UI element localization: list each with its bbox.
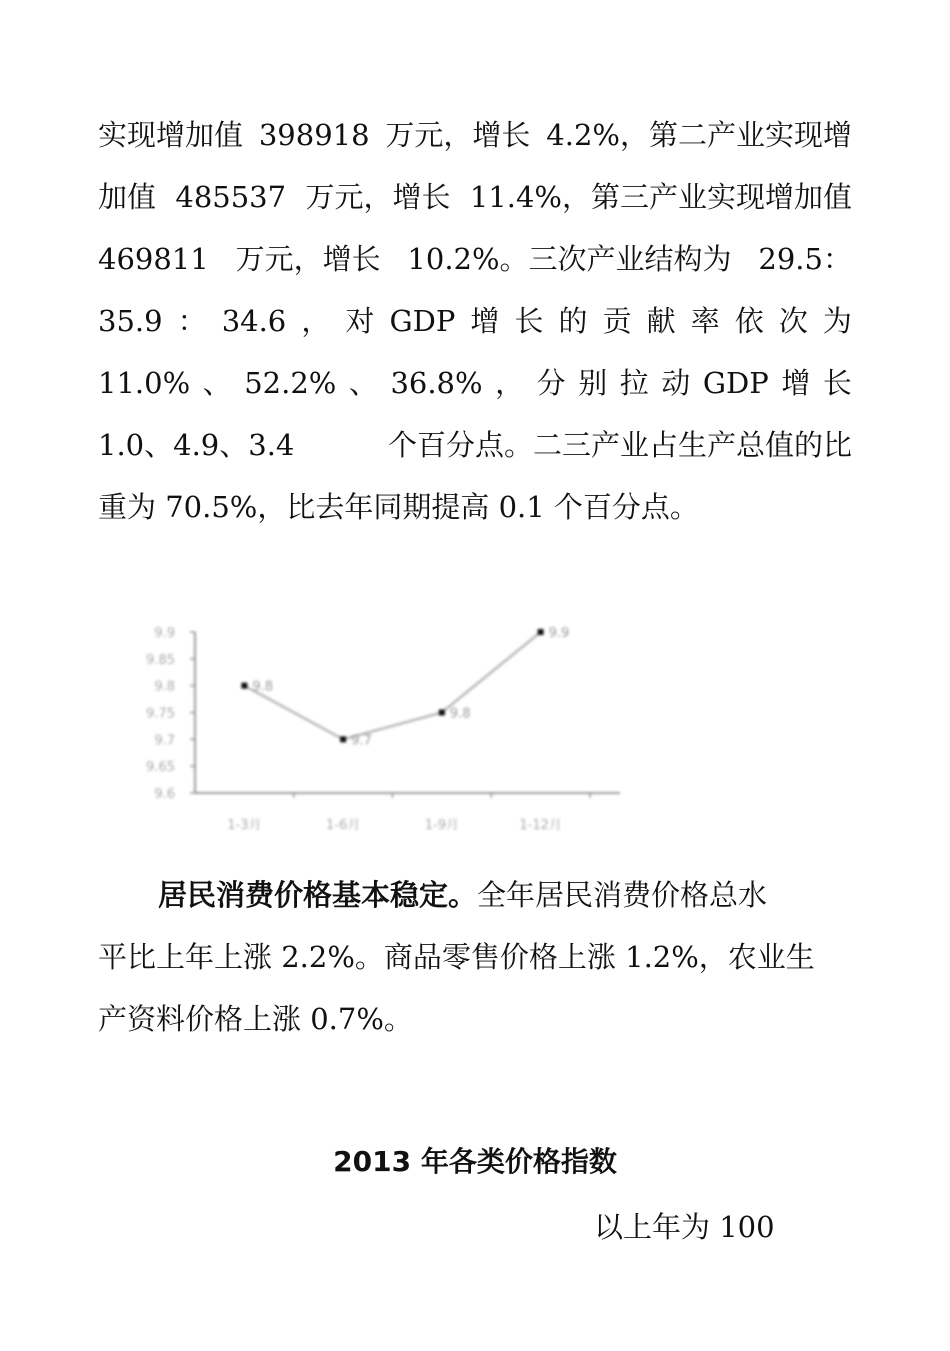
text-line: 平比上年上涨 2.2%。商品零售价格上涨 1.2%，农业生	[98, 940, 815, 974]
data-label: 9.7	[351, 733, 372, 749]
series-line	[244, 632, 540, 739]
data-label: 9.8	[252, 679, 274, 695]
data-point	[538, 629, 544, 635]
x-tick-label: 1-6月	[326, 818, 361, 833]
data-point	[340, 736, 346, 742]
text-line: 11.0% 、 52.2% 、 36.8% ， 分 别 拉 动 GDP 增 长	[98, 366, 852, 400]
body-paragraph-gdp	[98, 104, 852, 538]
y-tick-label: 9.7	[154, 733, 175, 749]
x-tick-label: 1-9月	[424, 818, 459, 833]
text-line: 35.9 ： 34.6 ， 对 GDP 增 长 的 贡 献 率 依 次 为	[98, 304, 852, 338]
text-line: 1.0、4.9、3.4 个百分点。二三产业占生产总值的比	[98, 428, 852, 462]
x-tick-label: 1-3月	[227, 818, 262, 833]
data-point	[439, 710, 445, 716]
line-chart	[130, 560, 630, 850]
lead-sentence: 居民消费价格基本稳定。	[158, 878, 478, 912]
body-paragraph-prices	[98, 864, 852, 1050]
lead-rest: 全年居民消费价格总水	[477, 878, 768, 912]
x-tick-label: 1-12月	[519, 818, 562, 833]
data-label: 9.8	[449, 706, 471, 722]
data-point	[241, 683, 247, 689]
y-tick-label: 9.9	[154, 626, 175, 641]
data-label: 9.9	[548, 626, 570, 641]
text-line: 产资料价格上涨 0.7%。	[98, 1002, 413, 1036]
y-tick-label: 9.65	[146, 760, 175, 776]
y-tick-label: 9.6	[154, 787, 175, 802]
text-line: 469811 万元，增长 10.2%。三次产业结构为 29.5：	[98, 242, 852, 276]
table-title: 2013 年各类价格指数	[333, 1145, 617, 1178]
text-line: 实现增加值 398918 万元，增长 4.2%，第二产业实现增	[98, 118, 852, 152]
text-line: 加值 485537 万元，增长 11.4%，第三产业实现增加值	[98, 180, 852, 214]
text-line: 重为 70.5%，比去年同期提高 0.1 个百分点。	[98, 490, 699, 524]
text-line	[98, 864, 852, 926]
table-unit-note: 以上年为 100	[594, 1210, 775, 1244]
y-tick-label: 9.8	[154, 679, 175, 695]
line-chart-svg	[130, 560, 630, 850]
y-tick-label: 9.85	[146, 652, 175, 668]
y-tick-label: 9.75	[146, 706, 175, 722]
